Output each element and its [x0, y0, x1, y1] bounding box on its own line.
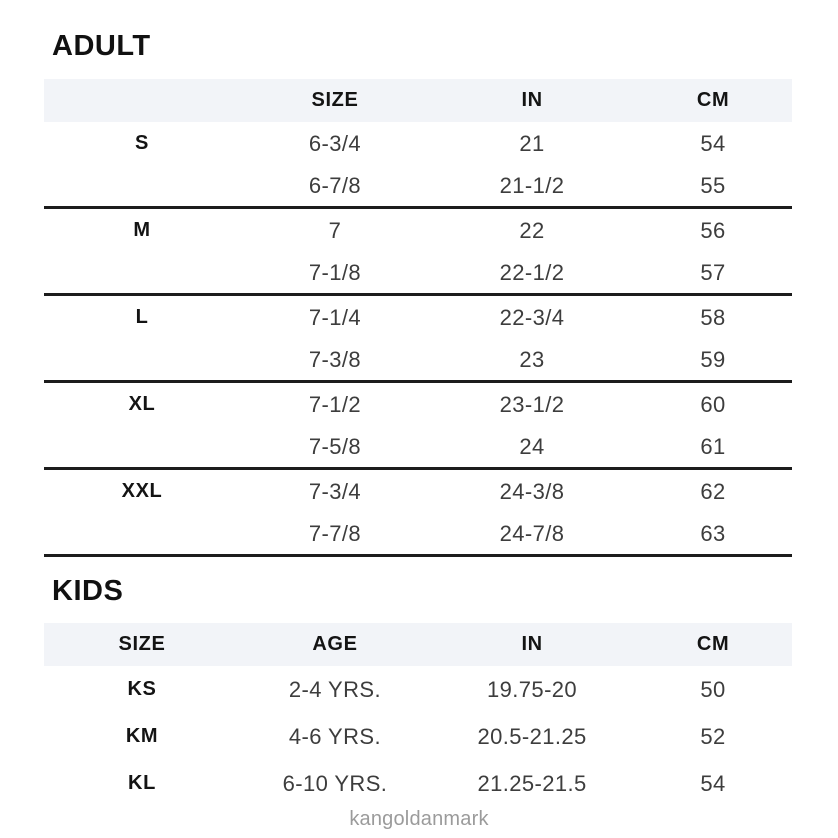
hat-size-cell: 7-3/8 — [308, 346, 362, 372]
hat-size-cell: 7-3/4 — [308, 478, 362, 504]
table-row — [44, 122, 792, 166]
size-label-cell: S — [135, 132, 149, 155]
inches-cell: 21 — [519, 130, 545, 156]
brand-watermark: kangoldanmark — [349, 808, 489, 830]
kids-header-cell-age: AGE — [312, 633, 358, 655]
inches-cell: 23-1/2 — [499, 391, 565, 417]
size-label-cell: XL — [128, 393, 156, 416]
size-label-cell: M — [133, 219, 151, 242]
cm-cell: 54 — [700, 770, 726, 796]
hat-size-cell: 7-1/4 — [308, 304, 362, 330]
cm-cell: 57 — [700, 259, 726, 285]
table-row — [44, 514, 792, 558]
cm-cell: 55 — [700, 172, 726, 198]
size-label-cell: KL — [128, 772, 156, 794]
hat-size-cell: 7-7/8 — [308, 520, 362, 546]
inches-cell: 24-3/8 — [499, 478, 565, 504]
size-label-cell: KS — [127, 678, 157, 700]
table-row — [44, 253, 792, 297]
size-label-cell: KM — [125, 725, 159, 747]
cm-cell: 56 — [700, 217, 726, 243]
cm-cell: 60 — [700, 391, 726, 417]
inches-cell: 24-7/8 — [499, 520, 565, 546]
adult-section-title: ADULT — [52, 30, 151, 62]
inches-cell: 22-3/4 — [499, 304, 565, 330]
table-row — [44, 427, 792, 471]
age-cell: 4-6 YRS. — [288, 723, 381, 749]
kids-header-cell-in: IN — [521, 633, 543, 655]
hat-size-cell: 7-1/8 — [308, 259, 362, 285]
kids-size-table — [44, 623, 792, 807]
cm-cell: 50 — [700, 676, 726, 702]
age-cell: 2-4 YRS. — [288, 676, 381, 702]
adult-table-header-row — [44, 79, 792, 122]
inches-cell: 22 — [519, 217, 545, 243]
cm-cell: 58 — [700, 304, 726, 330]
table-row — [44, 296, 792, 340]
table-row — [44, 666, 792, 713]
table-row — [44, 209, 792, 253]
cm-cell: 61 — [700, 433, 726, 459]
cm-cell: 59 — [700, 346, 726, 372]
hat-size-cell: 7-1/2 — [308, 391, 362, 417]
hat-size-cell: 6-7/8 — [308, 172, 362, 198]
hat-size-cell: 7-5/8 — [308, 433, 362, 459]
hat-size-cell: 6-3/4 — [308, 130, 362, 156]
kids-section-title: KIDS — [52, 575, 124, 607]
adult-header-cell-size: SIZE — [311, 89, 359, 111]
size-label-cell: XXL — [121, 480, 163, 503]
inches-cell: 21-1/2 — [499, 172, 565, 198]
cm-cell: 52 — [700, 723, 726, 749]
table-row — [44, 470, 792, 514]
inches-cell: 19.75-20 — [487, 676, 578, 702]
table-row — [44, 166, 792, 210]
age-cell: 6-10 YRS. — [282, 770, 388, 796]
table-row — [44, 383, 792, 427]
size-label-cell: L — [135, 306, 149, 329]
adult-header-cell-cm: CM — [696, 89, 730, 111]
table-row — [44, 340, 792, 384]
adult-header-cell-in: IN — [521, 89, 543, 111]
cm-cell: 62 — [700, 478, 726, 504]
inches-cell: 22-1/2 — [499, 259, 565, 285]
kids-table-header-row — [44, 623, 792, 666]
inches-cell: 21.25-21.5 — [477, 770, 587, 796]
inches-cell: 20.5-21.25 — [477, 723, 587, 749]
kids-header-cell-size: SIZE — [118, 633, 166, 655]
table-row — [44, 760, 792, 807]
cm-cell: 63 — [700, 520, 726, 546]
inches-cell: 23 — [519, 346, 545, 372]
kids-header-cell-cm: CM — [696, 633, 730, 655]
cm-cell: 54 — [700, 130, 726, 156]
adult-size-table — [44, 79, 792, 557]
hat-size-cell: 7 — [328, 217, 342, 243]
inches-cell: 24 — [519, 433, 545, 459]
table-row — [44, 713, 792, 760]
